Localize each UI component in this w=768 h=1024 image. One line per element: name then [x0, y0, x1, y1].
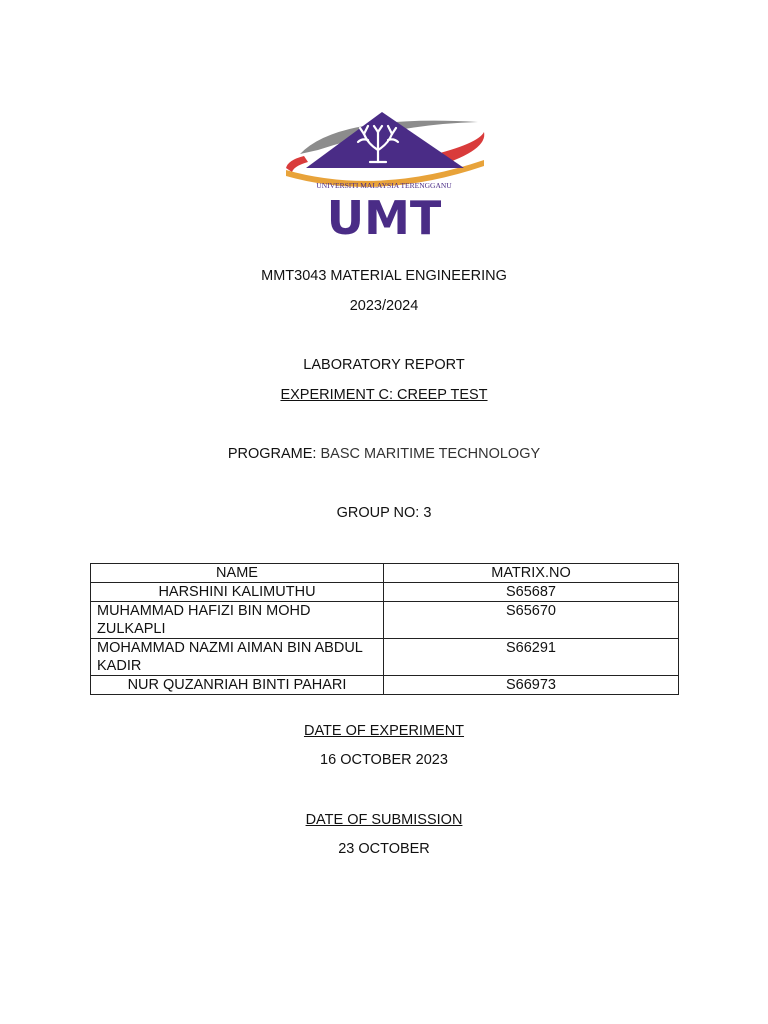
course-title: MMT3043 MATERIAL ENGINEERING: [261, 268, 507, 284]
table-row: [91, 602, 679, 639]
academic-session: 2023/2024: [349, 298, 419, 314]
members-table: [90, 563, 679, 695]
member-name: NUR QUZANRIAH BINTI PAHARI: [91, 676, 384, 695]
member-name: MOHAMMAD NAZMI AIMAN BIN ABDUL KADIR: [91, 639, 384, 676]
programme-label: PROGRAME:: [227, 446, 317, 462]
programme-value: BASC MARITIME TECHNOLOGY: [320, 446, 541, 462]
member-matrix: S66291: [384, 639, 679, 676]
date-experiment-label-wrap: [0, 722, 768, 740]
member-name: MUHAMMAD HAFIZI BIN MOHD ZULKAPLI: [91, 602, 384, 639]
group-number: GROUP NO: 3: [336, 505, 432, 521]
date-experiment-label: DATE OF EXPERIMENT: [303, 723, 465, 739]
logo-university-text: UNIVERSITI MALAYSIA TERENGGANU: [316, 181, 452, 190]
umt-logo: [278, 104, 490, 244]
date-experiment-value: 16 OCTOBER 2023: [320, 752, 448, 768]
logo-wordmark: UMT: [326, 191, 442, 244]
member-matrix: S66973: [384, 676, 679, 695]
table-header-row: [91, 564, 679, 583]
report-type: LABORATORY REPORT: [303, 357, 465, 373]
member-name: HARSHINI KALIMUTHU: [91, 583, 384, 602]
member-matrix: S65687: [384, 583, 679, 602]
experiment-title-wrap: [0, 386, 768, 404]
umt-logo-graphic: [278, 104, 490, 244]
date-submission-label: DATE OF SUBMISSION: [305, 812, 463, 828]
experiment-title: EXPERIMENT C: CREEP TEST: [280, 387, 488, 403]
programme-line: [0, 445, 768, 463]
table-row: [91, 583, 679, 602]
header-matrix: MATRIX.NO: [384, 564, 679, 583]
date-submission-value: 23 OCTOBER: [338, 841, 430, 857]
member-matrix: S65670: [384, 602, 679, 639]
date-submission-label-wrap: [0, 811, 768, 829]
header-name: NAME: [91, 564, 384, 583]
table-row: [91, 639, 679, 676]
table-row: [91, 676, 679, 695]
